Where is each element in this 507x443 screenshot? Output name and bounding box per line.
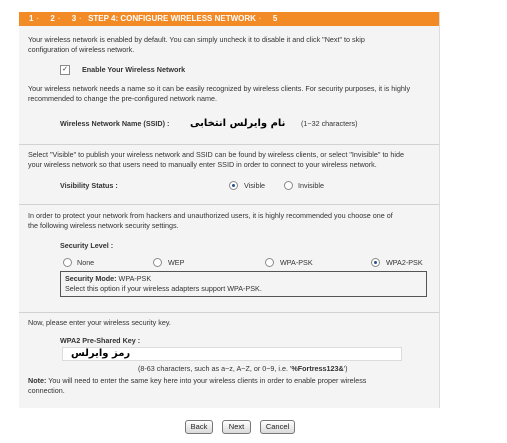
back-button[interactable]: Back	[185, 420, 213, 434]
security-level-label: Security Level :	[60, 241, 114, 250]
divider	[19, 144, 439, 145]
security-description-line1: In order to protect your network from hackers and unauthorized users, it is highly recommended you choose one of	[28, 211, 393, 220]
visibility-description-line1: Select "Visible" to publish your wireless network and SSID can be found by wireless clients, or select "Invisible" to hide	[28, 150, 405, 159]
ssid-label: Wireless Network Name (SSID) :	[60, 119, 170, 128]
security-wpa2-psk-radio[interactable]	[371, 258, 380, 267]
key-intro: Now, please enter your wireless security key.	[28, 318, 171, 327]
invisible-radio[interactable]	[284, 181, 293, 190]
pre-shared-key-value: رمز وایرلس	[71, 348, 131, 359]
key-note-text: You will need to enter the same key here into your wireless clients in order to enable proper wireless	[48, 376, 367, 385]
visibility-label: Visibility Status :	[60, 181, 118, 190]
wizard-step-5: 5	[272, 14, 278, 23]
visible-radio-label: Visible	[244, 181, 266, 190]
divider	[19, 312, 439, 313]
security-wpa-psk-label: WPA-PSK	[280, 258, 313, 267]
invisible-radio-label: Invisible	[298, 181, 324, 190]
key-hint	[138, 364, 348, 374]
key-label: WPA2 Pre-Shared Key :	[60, 336, 141, 345]
enable-wireless-label: Enable Your Wireless Network	[82, 65, 186, 74]
security-wep-label: WEP	[168, 258, 185, 267]
enable-wireless-checkbox[interactable]: ✓	[60, 65, 70, 75]
security-wep-radio[interactable]	[153, 258, 162, 267]
security-wpa2-psk-label: WPA2-PSK	[386, 258, 423, 267]
security-mode-hint: Select this option if your wireless adapters support WPA-PSK.	[65, 284, 262, 293]
pre-shared-key-input[interactable]	[62, 347, 402, 361]
security-mode-box	[60, 271, 427, 297]
security-mode-line	[65, 274, 151, 284]
enable-description-line1: Your wireless network is enabled by default. You can simply uncheck it to disable it and click "Next" to skip	[28, 35, 365, 44]
security-none-radio[interactable]	[63, 258, 72, 267]
security-description-line2: the following wireless network security settings.	[28, 221, 179, 230]
visible-radio[interactable]	[229, 181, 238, 190]
ssid-hint: (1~32 characters)	[301, 119, 358, 128]
wizard-step-1: 1	[29, 14, 34, 23]
cancel-button[interactable]: Cancel	[260, 420, 295, 434]
key-hint-suffix: ')	[343, 364, 348, 373]
key-hint-example: %Fortress123&	[291, 364, 344, 373]
key-note-line1	[28, 376, 366, 386]
divider	[19, 204, 439, 205]
security-wpa-psk-radio[interactable]	[265, 258, 274, 267]
security-mode-value: WPA-PSK	[118, 274, 152, 283]
enable-description-line2: configuration of wireless network.	[28, 45, 135, 54]
wizard-step-bar: 1 · 2 · 3 · STEP 4: CONFIGURE WIRELESS NETWORK · 5	[19, 12, 439, 26]
key-note-line2: connection.	[28, 386, 65, 395]
wizard-step-3: 3	[71, 14, 77, 23]
ssid-description-line1: Your wireless network needs a name so it can be easily recognized by wireless clients. For security purposes, it is highly	[28, 84, 411, 93]
security-none-label: None	[77, 258, 95, 267]
key-note-label: Note:	[28, 376, 47, 385]
security-mode-label: Security Mode:	[65, 274, 117, 283]
ssid-input[interactable]: نام وایرلس انتخابی	[190, 118, 286, 129]
key-hint-prefix: (8-63 characters, such as a~z, A~Z, or 0~9, i.e. '	[138, 364, 292, 373]
wizard-step-2: 2	[50, 14, 55, 23]
wizard-current-step: STEP 4: CONFIGURE WIRELESS NETWORK	[88, 14, 256, 23]
ssid-description-line2: recommended to change the pre-configured network name.	[28, 94, 217, 103]
visibility-description-line2: your wireless network so that users need to manually enter SSID in order to connect to your wireless network.	[28, 160, 377, 169]
next-button[interactable]: Next	[222, 420, 251, 434]
